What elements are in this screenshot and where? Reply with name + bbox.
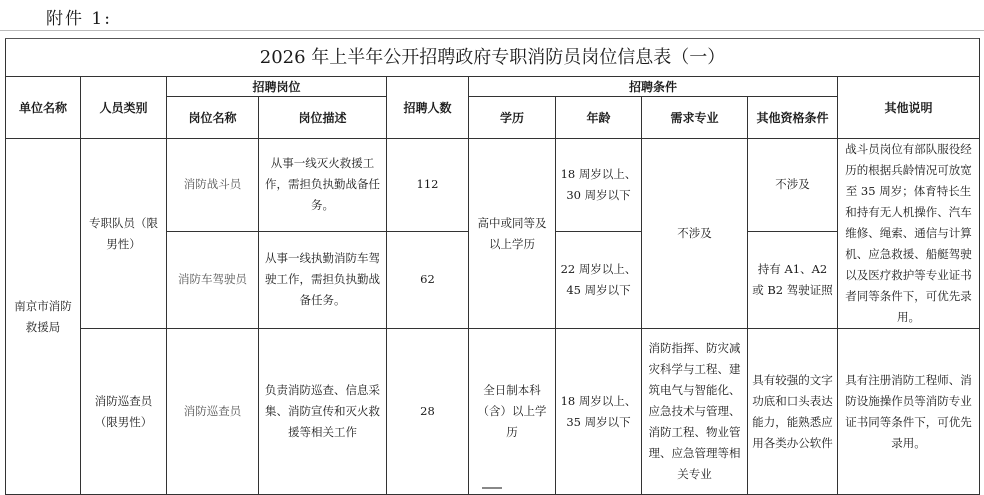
other-qual-cell: 持有 A1、A2 或 B2 驾驶证照: [748, 231, 838, 328]
header-personnel-type: 人员类别: [81, 77, 167, 139]
other-qual-cell: 具有较强的文字功底和口头表达能力，能熟悉应用各类办公软件: [748, 329, 838, 495]
table-title: 2026 年上半年公开招聘政府专职消防员岗位信息表（一）: [6, 39, 980, 77]
other-qual-cell: 不涉及: [748, 139, 838, 232]
header-unit-name: 单位名称: [6, 77, 81, 139]
personnel-type-cell: 消防巡查员（限男性）: [81, 329, 167, 495]
header-education: 学历: [469, 97, 556, 139]
header-recruit-post: 招聘岗位: [167, 77, 387, 97]
personnel-type-cell: 专职队员（限男性）: [81, 139, 167, 329]
table-row: [6, 139, 980, 232]
post-desc-cell: 从事一线灭火救援工作，需担负执勤战备任务。: [259, 139, 387, 232]
major-cell: 不涉及: [642, 139, 748, 329]
page-divider: [0, 30, 984, 31]
post-name-cell: 消防巡查员: [167, 329, 259, 495]
header-major: 需求专业: [642, 97, 748, 139]
age-cell: 18 周岁以上、35 周岁以下: [556, 329, 642, 495]
post-name-cell: 消防车驾驶员: [167, 231, 259, 328]
recruit-count-cell: 62: [387, 231, 469, 328]
header-age: 年龄: [556, 97, 642, 139]
unit-name-cell: 南京市消防救援局: [6, 139, 81, 495]
page-footer-mark: [482, 487, 502, 489]
major-cell: 消防指挥、防灾减灾科学与工程、建筑电气与智能化、应急技术与管理、消防工程、物业管理、应急管理等相关专业: [642, 329, 748, 495]
header-post-desc: 岗位描述: [259, 97, 387, 139]
recruit-count-cell: 28: [387, 329, 469, 495]
header-post-name: 岗位名称: [167, 97, 259, 139]
header-other-qual: 其他资格条件: [748, 97, 838, 139]
post-desc-cell: 从事一线执勤消防车驾驶工作，需担负执勤战备任务。: [259, 231, 387, 328]
header-recruit-conditions: 招聘条件: [469, 77, 838, 97]
table-row: [6, 329, 980, 495]
attachment-label: 附件 1:: [46, 9, 112, 29]
recruit-count-cell: 112: [387, 139, 469, 232]
post-name-cell: 消防战斗员: [167, 139, 259, 232]
age-cell: 18 周岁以上、30 周岁以下: [556, 139, 642, 232]
education-cell: 全日制本科（含）以上学历: [469, 329, 556, 495]
remarks-cell: 战斗员岗位有部队服役经历的根据兵龄情况可放宽至 35 周岁；体育特长生和持有无人机操作、汽车维修、绳索、通信与计算机、应急救援、船艇驾驶以及医疗救护等专业证书者同等条件下，可优先录用。: [838, 139, 980, 329]
header-recruit-count: 招聘人数: [387, 77, 469, 139]
age-cell: 22 周岁以上、45 周岁以下: [556, 231, 642, 328]
header-remarks: 其他说明: [838, 77, 980, 139]
post-desc-cell: 负责消防巡查、信息采集、消防宣传和灭火救援等相关工作: [259, 329, 387, 495]
education-cell: 高中或同等及以上学历: [469, 139, 556, 329]
recruitment-info-table: [5, 38, 980, 495]
remarks-cell: 具有注册消防工程师、消防设施操作员等消防专业证书同等条件下，可优先录用。: [838, 329, 980, 495]
